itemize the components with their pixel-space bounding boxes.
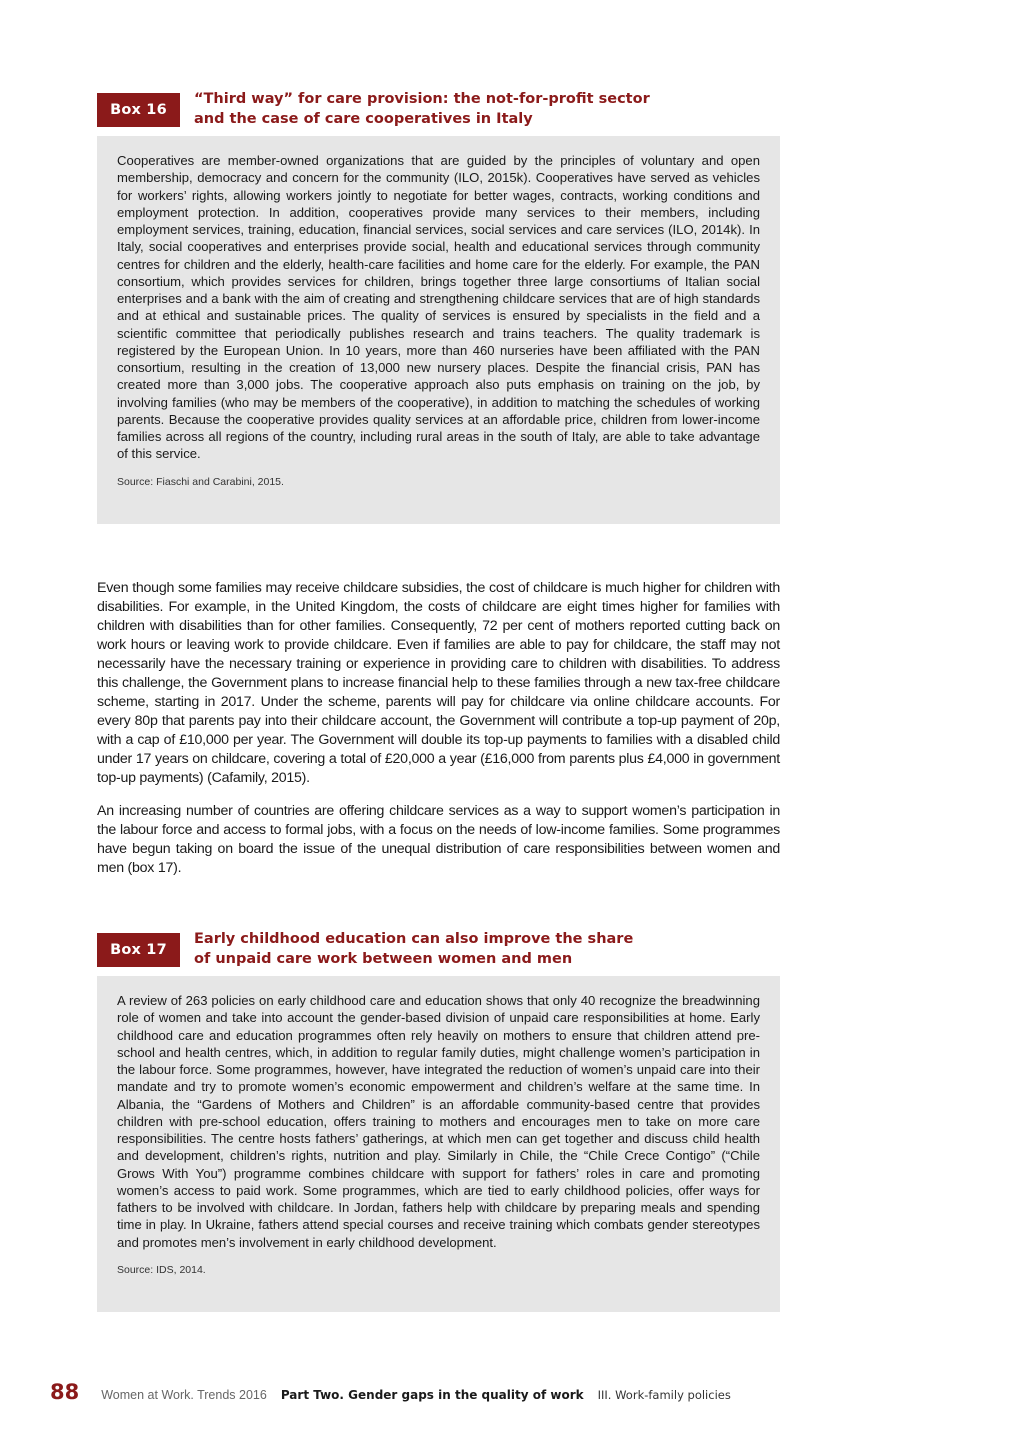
box-16-title-line-1: “Third way” for care provision: the not-for-profit sector <box>194 91 650 107</box>
part-title: Part Two. Gender gaps in the quality of work <box>280 1388 584 1402</box>
box-16-text: Cooperatives are member-owned organizations that are guided by the principles of voluntary and open membership, democracy and concern for the community (ILO, 2015k). Cooperatives have served as vehicles for workers’ rights, allowing workers jointly to negotiate for better wages, contracts, working conditions and employment protection. In addition, cooperatives provide many services to their members, including employment services, training, education, financial services, social services and care services (ILO, 2014k). In Italy, social cooperatives and enterprises provide social, health and educational services through community centres for children and the elderly, health-care facilities and home care for the elderly. For example, the PAN consortium, which provides services for children, brings together three large consortiums of Italian social enterprises and a bank with the aim of creating and strengthening childcare services that are of high standards and at ethical and sustainable prices. The quality of services is ensured by specialists in the field and a scientific committee that periodically publishes research and trains teachers. The quality trademark is registered by the European Union. In 10 years, more than 460 nurseries have been affiliated with the PAN consortium, resulting in the creation of 13,000 new nursery places. Despite the financial crisis, PAN has created more than 3,000 jobs. The cooperative approach also puts emphasis on training on the job, by involving families (who may be members of the cooperative), in addition to matching the schedules of working parents. Because the cooperative provides quality services at an affordable price, children from lower-income families across all regions of the country, including rural areas in the south of Italy, are able to take advantage of this service. <box>117 153 760 462</box>
body-paragraph-2: An increasing number of countries are offering childcare services as a way to support women’s participation in the labour force and access to formal jobs, with a focus on the needs of low-income families. Some programmes have begun taking on board the issue of the unequal distribution of care responsibilities between women and men (box 17). <box>97 803 780 876</box>
box-17-text: A review of 263 policies on early childhood care and education shows that only 40 recognize the breadwinning role of women and take into account the gender-based division of unpaid care responsibilities at home. Early childhood care and education programmes often rely heavily on mothers to ensure that children attend pre-school and health centres, which, in addition to regular family duties, might challenge women’s participation in the labour force. Some programmes, however, have integrated the reduction of women’s unpaid care into their mandate and try to promote women’s economic empowerment and children’s welfare at the same time. In Albania, the “Gardens of Mothers and Children” is an affordable community-based centre that provides children with pre-school education, offers training to mothers and encourages men to take on more care responsibilities. The centre hosts fathers’ gatherings, at which men can get together and discuss child health and development, children’s rights, nutrition and play. Similarly in Chile, the “Chile Crece Contigo” (“Chile Grows With You”) programme combines childcare with support for fathers’ roles in care and promoting women’s access to paid work. Some programmes, which are tied to early childhood policies, offer ways for fathers to be involved with childcare. In Jordan, fathers help with childcare by preparing meals and spending time in play. In Ukraine, fathers attend special courses and receive training which combats gender stereotypes and promotes men’s involvement in early childhood development. <box>117 993 760 1250</box>
box-17-title <box>194 930 714 969</box>
box-17-source: Source: IDS, 2014. <box>117 1263 206 1276</box>
page-number: 88 <box>50 1380 80 1404</box>
box-17-header <box>97 933 780 969</box>
body-paragraph-1: Even though some families may receive childcare subsidies, the cost of childcare is much higher for children with disabilities. For example, in the United Kingdom, the costs of childcare are eight times higher for families with children with disabilities than for other families. Consequently, 72 per cent of mothers reported cutting back on work hours or leaving work to provide childcare. Even if families are able to pay for childcare, the staff may not necessarily have the necessary training or experience in providing care to children with disabilities. To address this challenge, the Government plans to increase financial help to these families through a new tax-free childcare scheme, starting in 2017. Under the scheme, parents will pay for childcare via online childcare accounts. For every 80p that parents pay into their childcare account, the Government will contribute a top-up payment of 20p, with a cap of £10,000 per year. The Government will double its top-up payments to families with a disabled child under 17 years on childcare, covering a total of £20,000 a year (£16,000 from parents plus £4,000 in government top-up payments) (Cafamily, 2015). <box>97 580 780 786</box>
box-16-tag: Box 16 <box>97 93 180 127</box>
page-footer <box>50 1380 750 1408</box>
box-16-header <box>97 93 780 129</box>
publication-title: Women at Work. Trends 2016 <box>101 1388 267 1402</box>
chapter-title: III. Work-family policies <box>597 1388 731 1402</box>
box-16-source: Source: Fiaschi and Carabini, 2015. <box>117 475 284 488</box>
box-17-title-line-2: of unpaid care work between women and men <box>194 950 573 967</box>
box-17-tag: Box 17 <box>97 933 180 967</box>
box-17-title-line-1: Early childhood education can also improve the share <box>194 931 634 947</box>
box-16-title-line-2: and the case of care cooperatives in Italy <box>194 110 533 127</box>
box-16-title <box>194 90 714 129</box>
box-16-body <box>97 136 780 524</box>
box-17-body <box>97 976 780 1312</box>
